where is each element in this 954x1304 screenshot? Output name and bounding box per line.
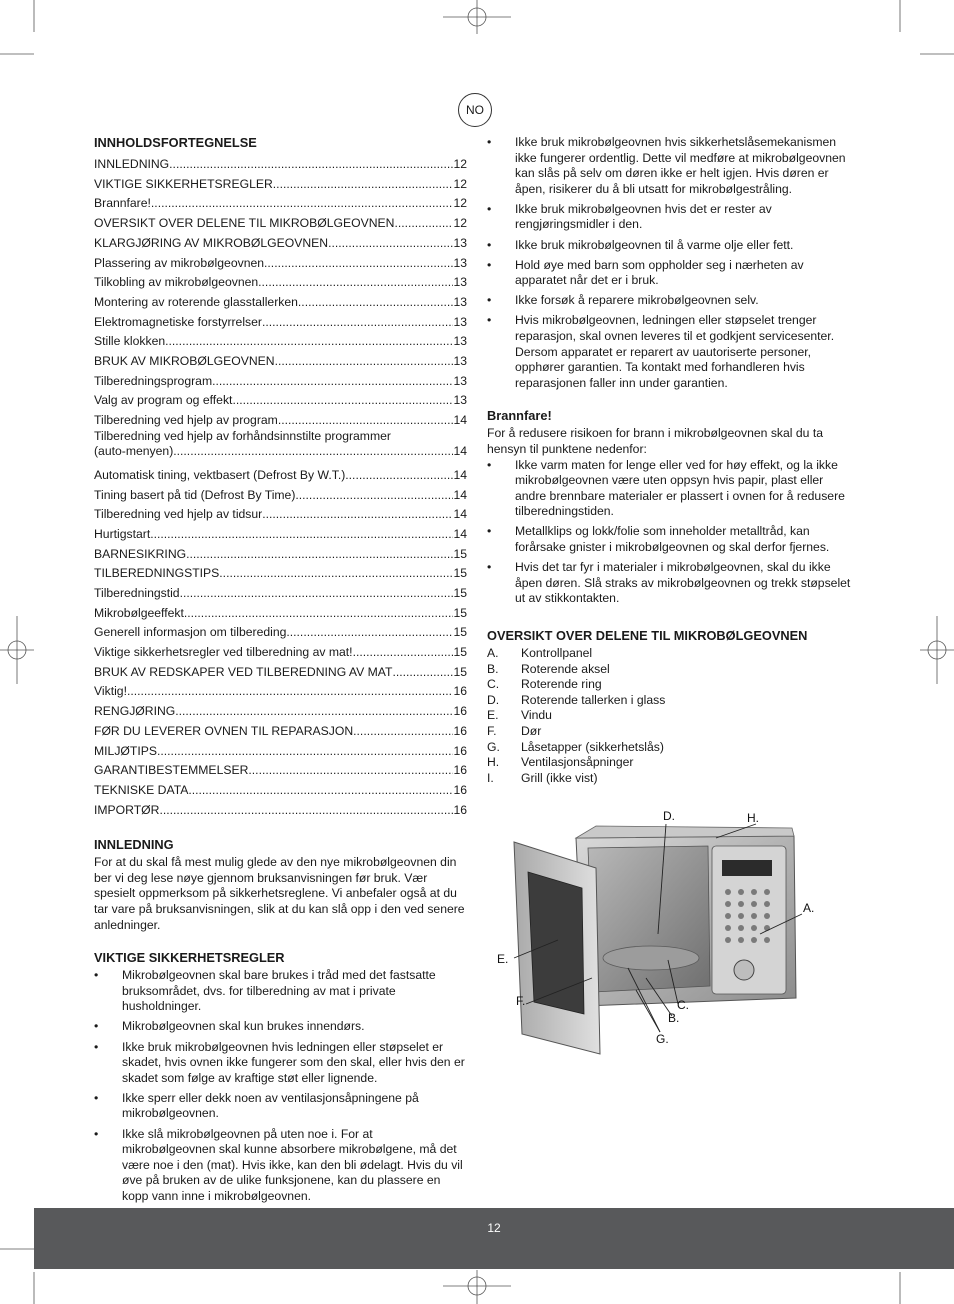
language-badge: NO [458,93,492,127]
list-item-text: Mikrobølgeovnen skal kun brukes innendørs. [122,1019,365,1034]
parts-item [487,740,857,756]
bullet-glyph: • [94,1090,99,1105]
parts-item [487,662,857,678]
toc-entry-title: Brannfare! [94,196,151,211]
toc-entry-title: TEKNISKE DATA [94,782,189,797]
toc-leader-dots [212,374,453,390]
toc-entry-page: 15 [453,546,467,561]
list-item-text: Ikke forsøk å reparere mikrobølgeovnen selv. [515,293,759,308]
list-item [487,458,857,520]
toc-leader-dots [184,606,454,622]
toc-entry-page: 16 [453,684,467,699]
toc-entry-page: 15 [453,625,467,640]
list-item [487,258,857,289]
toc-entry-page: 13 [453,334,467,349]
toc-entry-title: IMPORTØR [94,802,160,817]
parts-item [487,708,857,724]
toc-entry [94,799,467,819]
toc-leader-dots [248,763,453,779]
toc-entry-title: Mikrobølgeeffekt [94,605,184,620]
parts-item-label: Roterende tallerken i glass [521,692,666,707]
page-number: 12 [487,1221,501,1235]
toc-entry-page: 14 [453,467,467,482]
parts-item-label: Roterende aksel [521,661,610,676]
toc-leader-dots [353,645,454,661]
toc-entry [94,661,467,681]
toc-leader-dots [295,488,453,504]
toc-entry-title: Tining basert på tid (Defrost By Time) [94,487,296,502]
intro-heading: INNLEDNING [94,837,174,853]
toc-entry-page: 12 [453,216,467,231]
toc-leader-dots [150,527,453,543]
toc-entry [94,429,467,460]
toc-entry-page: 12 [453,157,467,172]
toc-entry-title: OVERSIKT OVER DELENE TIL MIKROBØLGEOVNEN [94,216,395,231]
toc-leader-dots [165,334,453,350]
toc-entry [94,389,467,409]
label-e: E. [497,952,509,966]
parts-item-key: H. [487,755,500,770]
intro-text: For at du skal få mest mulig glede av den nye mikrobølgeovnen din ber vi deg lese nøye gjennom bruksanvisningen før bruk. Vær spesielt oppmerksom på sikkerhetsreglene. Vi anbefaler også at du tar vare på bruksanvisningen, slik at du kan slå opp i den ved senere anledninger. [94,855,465,932]
toc-entry-page: 15 [453,664,467,679]
toc-entry-page: 15 [453,645,467,660]
bullet-glyph: • [487,524,492,539]
fire-list [487,458,857,607]
toc-entry-title: INNLEDNING [94,157,170,172]
list-item [94,1040,467,1087]
toc-entry [94,503,467,523]
toc-leader-dots [219,566,453,582]
toc-leader-dots [186,547,453,563]
parts-item [487,693,857,709]
toc-leader-dots [232,393,453,409]
label-a: A. [803,901,815,915]
page-footer [34,1208,954,1269]
toc-leader-dots [273,177,454,193]
toc-entry-line [94,444,467,460]
list-item-text: Ikke bruk mikrobølgeovnen hvis sikkerhetslåsemekanismen ikke fungerer ordentlig. Dette vil medføre at mikrobølgeovnen kan slås på selv om døren ikke er helt igjen. Hvis døren er åpen, risikerer du å bli utsatt for mikrobølgestråling. [515,135,846,196]
parts-item-key: D. [487,692,500,707]
toc-entry [94,350,467,370]
toc-entry-page: 13 [453,255,467,270]
toc-entry-title: FØR DU LEVERER OVNEN TIL REPARASJON [94,723,354,738]
toc-entry [94,192,467,212]
list-item [487,313,857,391]
toc-leader-dots [173,444,453,460]
toc-entry-title: VIKTIGE SIKKERHETSREGLER [94,176,273,191]
toc-leader-dots [278,413,454,429]
toc-entry-title: Tilkobling av mikrobølgeovnen [94,275,259,290]
toc-entry [94,759,467,779]
toc-leader-dots [159,803,453,819]
bullet-glyph: • [487,457,492,472]
glass-turntable [603,946,699,970]
toc-entry [94,621,467,641]
list-item [94,1127,467,1205]
toc-entry-page: 14 [453,487,467,502]
fire-heading: Brannfare! [487,408,552,424]
toc-entry-page: 14 [453,413,467,428]
toc-entry-title: Montering av roterende glasstallerken [94,294,298,309]
parts-item-label: Vindu [521,708,552,723]
parts-item-key: G. [487,739,500,754]
table-of-contents [94,153,467,818]
toc-entry [94,779,467,799]
toc-entry-page: 14 [453,526,467,541]
control-knob [734,960,754,980]
toc-entry [94,680,467,700]
bullet-glyph: • [94,1126,99,1141]
safety-heading: VIKTIGE SIKKERHETSREGLER [94,950,285,966]
toc-entry [94,291,467,311]
toc-leader-dots [127,684,453,700]
toc-entry-page: 16 [453,763,467,778]
list-item [487,293,857,309]
toc-leader-dots [258,275,453,291]
list-item [487,202,857,233]
toc-entry-page: 13 [453,294,467,309]
parts-item-key: B. [487,661,499,676]
toc-leader-dots [394,216,453,232]
toc-entry [94,464,467,484]
toc-entry-title: BRUK AV REDSKAPER VED TILBEREDNING AV MAT [94,664,393,679]
toc-entry-title: Generell informasjon om tilbereding [94,625,287,640]
toc-heading: INNHOLDSFORTEGNELSE [94,135,257,150]
label-d: D. [663,809,675,823]
toc-leader-dots [392,665,453,681]
toc-entry [94,720,467,740]
door-window [528,872,584,1014]
toc-entry-title: Tilberedningstid [94,586,180,601]
list-item-text: Hvis det tar fyr i materialer i mikrobølgeovnen, skal du ikke åpen døren. Slå straks av mikrobølgeovnen og trekk støpselet ut av stikkontakten. [515,560,851,606]
list-item [487,135,857,197]
toc-entry-title: TILBEREDNINGSTIPS [94,566,220,581]
label-h: H. [747,811,759,825]
parts-item-key: A. [487,645,499,660]
list-item-text: Ikke slå mikrobølgeovnen på uten noe i. For at mikrobølgeovnen skal kunne absorbere mikrobølgene, må det være noe i den (mat). Hvis ikke, kan den bli ødelagt. Hvis du vil øve på bruken av de ulike funksjonene, kan du plassere en kopp vann inne i mikrobølgeovnen. [122,1126,463,1203]
left-column [94,135,467,1209]
toc-entry [94,582,467,602]
toc-entry-page: 13 [453,353,467,368]
toc-entry-title: Stille klokken [94,334,166,349]
toc-leader-dots [169,157,453,173]
parts-item-label: Låsetapper (sikkerhetslås) [521,739,664,754]
list-item-text: Hold øye med barn som oppholder seg i nærheten av apparatet når det er i bruk. [515,257,804,288]
list-item-text: Mikrobølgeovnen skal bare brukes i tråd med det fastsatte bruksområdet, dvs. for tilberedning av mat i private husholdninger. [122,968,436,1014]
parts-item-key: E. [487,708,499,723]
toc-entry-title: GARANTIBESTEMMELSER [94,763,249,778]
bullet-glyph: • [487,293,492,308]
list-item [487,524,857,555]
toc-leader-dots [175,704,453,720]
toc-leader-dots [328,236,453,252]
toc-entry-page: 16 [453,782,467,797]
toc-entry-page: 16 [453,704,467,719]
toc-entry [94,271,467,291]
parts-item-label: Roterende ring [521,677,602,692]
list-item-text: Metallklips og lokk/folie som inneholder metalltråd, kan forårsake gnister i mikrobølgeovnen og skal derfor fjernes. [515,524,830,555]
bullet-glyph: • [487,560,492,575]
toc-leader-dots [353,724,453,740]
toc-entry-title: Tilberedningsprogram [94,373,213,388]
toc-entry [94,543,467,563]
bullet-glyph: • [94,1019,99,1034]
toc-entry-page: 16 [453,743,467,758]
toc-entry [94,370,467,390]
toc-entry-title: Tilberedning ved hjelp av program [94,413,278,428]
toc-entry-page: 16 [453,723,467,738]
toc-entry [94,562,467,582]
toc-entry-title-cont: (auto-menyen) [94,444,174,459]
list-item [94,1019,467,1035]
toc-entry [94,409,467,429]
parts-item [487,724,857,740]
toc-leader-dots [298,295,454,311]
list-item [487,238,857,254]
toc-entry-page: 12 [453,196,467,211]
toc-entry [94,739,467,759]
list-item-text: Ikke varm maten for lenge eller ved for høy effekt, og la ikke mikrobølgeovnen være uten oppsyn hvis papir, plast eller andre brennbare materialer er plassert i ovnen for å redusere tilberedningstiden. [515,457,845,519]
display-window [722,860,772,876]
parts-item [487,771,857,787]
toc-entry-title: Plassering av mikrobølgeovnen [94,255,265,270]
toc-entry [94,700,467,720]
parts-item-key: C. [487,677,500,692]
toc-leader-dots [180,586,454,602]
bullet-glyph: • [487,201,492,216]
list-item-text: Ikke sperr eller dekk noen av ventilasjonsåpningene på mikrobølgeovnen. [122,1090,419,1121]
label-f: F. [516,994,526,1008]
toc-entry-page: 15 [453,566,467,581]
toc-entry-title: BRUK AV MIKROBØLGEOVNEN [94,353,275,368]
toc-entry-page: 12 [453,176,467,191]
parts-item-key: I. [487,770,494,785]
toc-entry [94,523,467,543]
toc-entry [94,232,467,252]
parts-item [487,646,857,662]
label-b: B. [668,1011,680,1025]
bullet-glyph: • [487,135,492,149]
list-item-text: Ikke bruk mikrobølgeovnen til å varme olje eller fett. [515,237,794,252]
toc-entry [94,251,467,271]
parts-item-label: Kontrollpanel [521,645,593,660]
toc-entry [94,212,467,232]
toc-entry-title: Valg av program og effekt [94,393,233,408]
label-g: G. [656,1032,669,1046]
toc-leader-dots [188,783,453,799]
list-item-text: Hvis mikrobølgeovnen, ledningen eller støpselet trenger reparasjon, skal ovnen leveres til et godkjent servicesenter. Dersom apparatet er reparert av uautoriserte personer, opphører garantien. Ta kontakt med forhandleren hvis reparasjonen faller inn under garantien. [515,313,835,390]
fire-intro: For å redusere risikoen for brann i mikrobølgeovnen skal du ta hensyn til punktene nedenfor: [487,426,823,456]
list-item-text: Ikke bruk mikrobølgeovnen hvis det er rester av rengjøringsmidler i den. [515,201,772,232]
parts-item [487,755,857,771]
toc-entry [94,602,467,622]
toc-entry [94,311,467,331]
bullet-glyph: • [487,237,492,252]
toc-entry-page: 13 [453,275,467,290]
toc-leader-dots [286,625,453,641]
list-item [94,968,467,1015]
parts-item-label: Dør [521,723,542,738]
safety-list-left [94,968,467,1204]
toc-entry [94,153,467,173]
toc-entry-title: Hurtigstart [94,526,151,541]
toc-entry-page: 14 [453,444,467,459]
parts-list [487,646,857,786]
toc-leader-dots [345,468,453,484]
toc-entry-page: 16 [453,802,467,817]
bullet-glyph: • [487,257,492,272]
toc-entry-title: Viktig! [94,684,127,699]
parts-item-key: F. [487,723,497,738]
toc-leader-dots [151,196,454,212]
parts-item [487,677,857,693]
right-column [487,135,857,786]
toc-entry-title: MILJØTIPS [94,743,157,758]
label-c: C. [677,998,689,1012]
toc-entry-title: Viktige sikkerhetsregler ved tilberedning av mat! [94,645,353,660]
toc-entry-title: Automatisk tining, vektbasert (Defrost By W.T.) [94,467,346,482]
parts-item-label: Grill (ikke vist) [521,770,598,785]
bullet-glyph: • [487,313,492,328]
toc-leader-dots [262,507,453,523]
toc-leader-dots [264,256,453,272]
bullet-glyph: • [94,1039,99,1054]
list-item-text: Ikke bruk mikrobølgeovnen hvis ledningen eller støpselet er skadet, hvis ovnen ikke fungerer som den skal, eller hvis den er skadet som følge av kraftige støt eller lignende. [122,1039,465,1085]
toc-leader-dots [262,315,453,331]
toc-entry-title: KLARGJØRING AV MIKROBØLGEOVNEN [94,235,329,250]
toc-entry-page: 14 [453,507,467,522]
bullet-glyph: • [94,968,99,983]
list-item [487,560,857,607]
toc-entry-title: Tilberedning ved hjelp av tidsur [94,507,263,522]
toc-entry-page: 13 [453,393,467,408]
parts-item-label: Ventilasjonsåpninger [521,755,634,770]
toc-entry-page: 13 [453,235,467,250]
toc-entry-page: 15 [453,605,467,620]
toc-entry [94,641,467,661]
toc-entry-page: 13 [453,373,467,388]
list-item [94,1091,467,1122]
toc-entry [94,173,467,193]
microwave-illustration [496,808,826,1058]
toc-entry-title: Tilberedning ved hjelp av forhåndsinnstilte programmer [94,428,391,443]
toc-entry-page: 13 [453,314,467,329]
toc-entry [94,484,467,504]
toc-entry-title: RENGJØRING [94,704,176,719]
toc-entry-title: Elektromagnetiske forstyrrelser [94,314,262,329]
toc-entry-title: BARNESIKRING [94,546,187,561]
toc-leader-dots [157,744,453,760]
parts-heading: OVERSIKT OVER DELENE TIL MIKROBØLGEOVNEN [487,627,808,643]
safety-list-right [487,135,857,391]
toc-entry-page: 15 [453,586,467,601]
toc-entry [94,330,467,350]
toc-leader-dots [275,354,454,370]
